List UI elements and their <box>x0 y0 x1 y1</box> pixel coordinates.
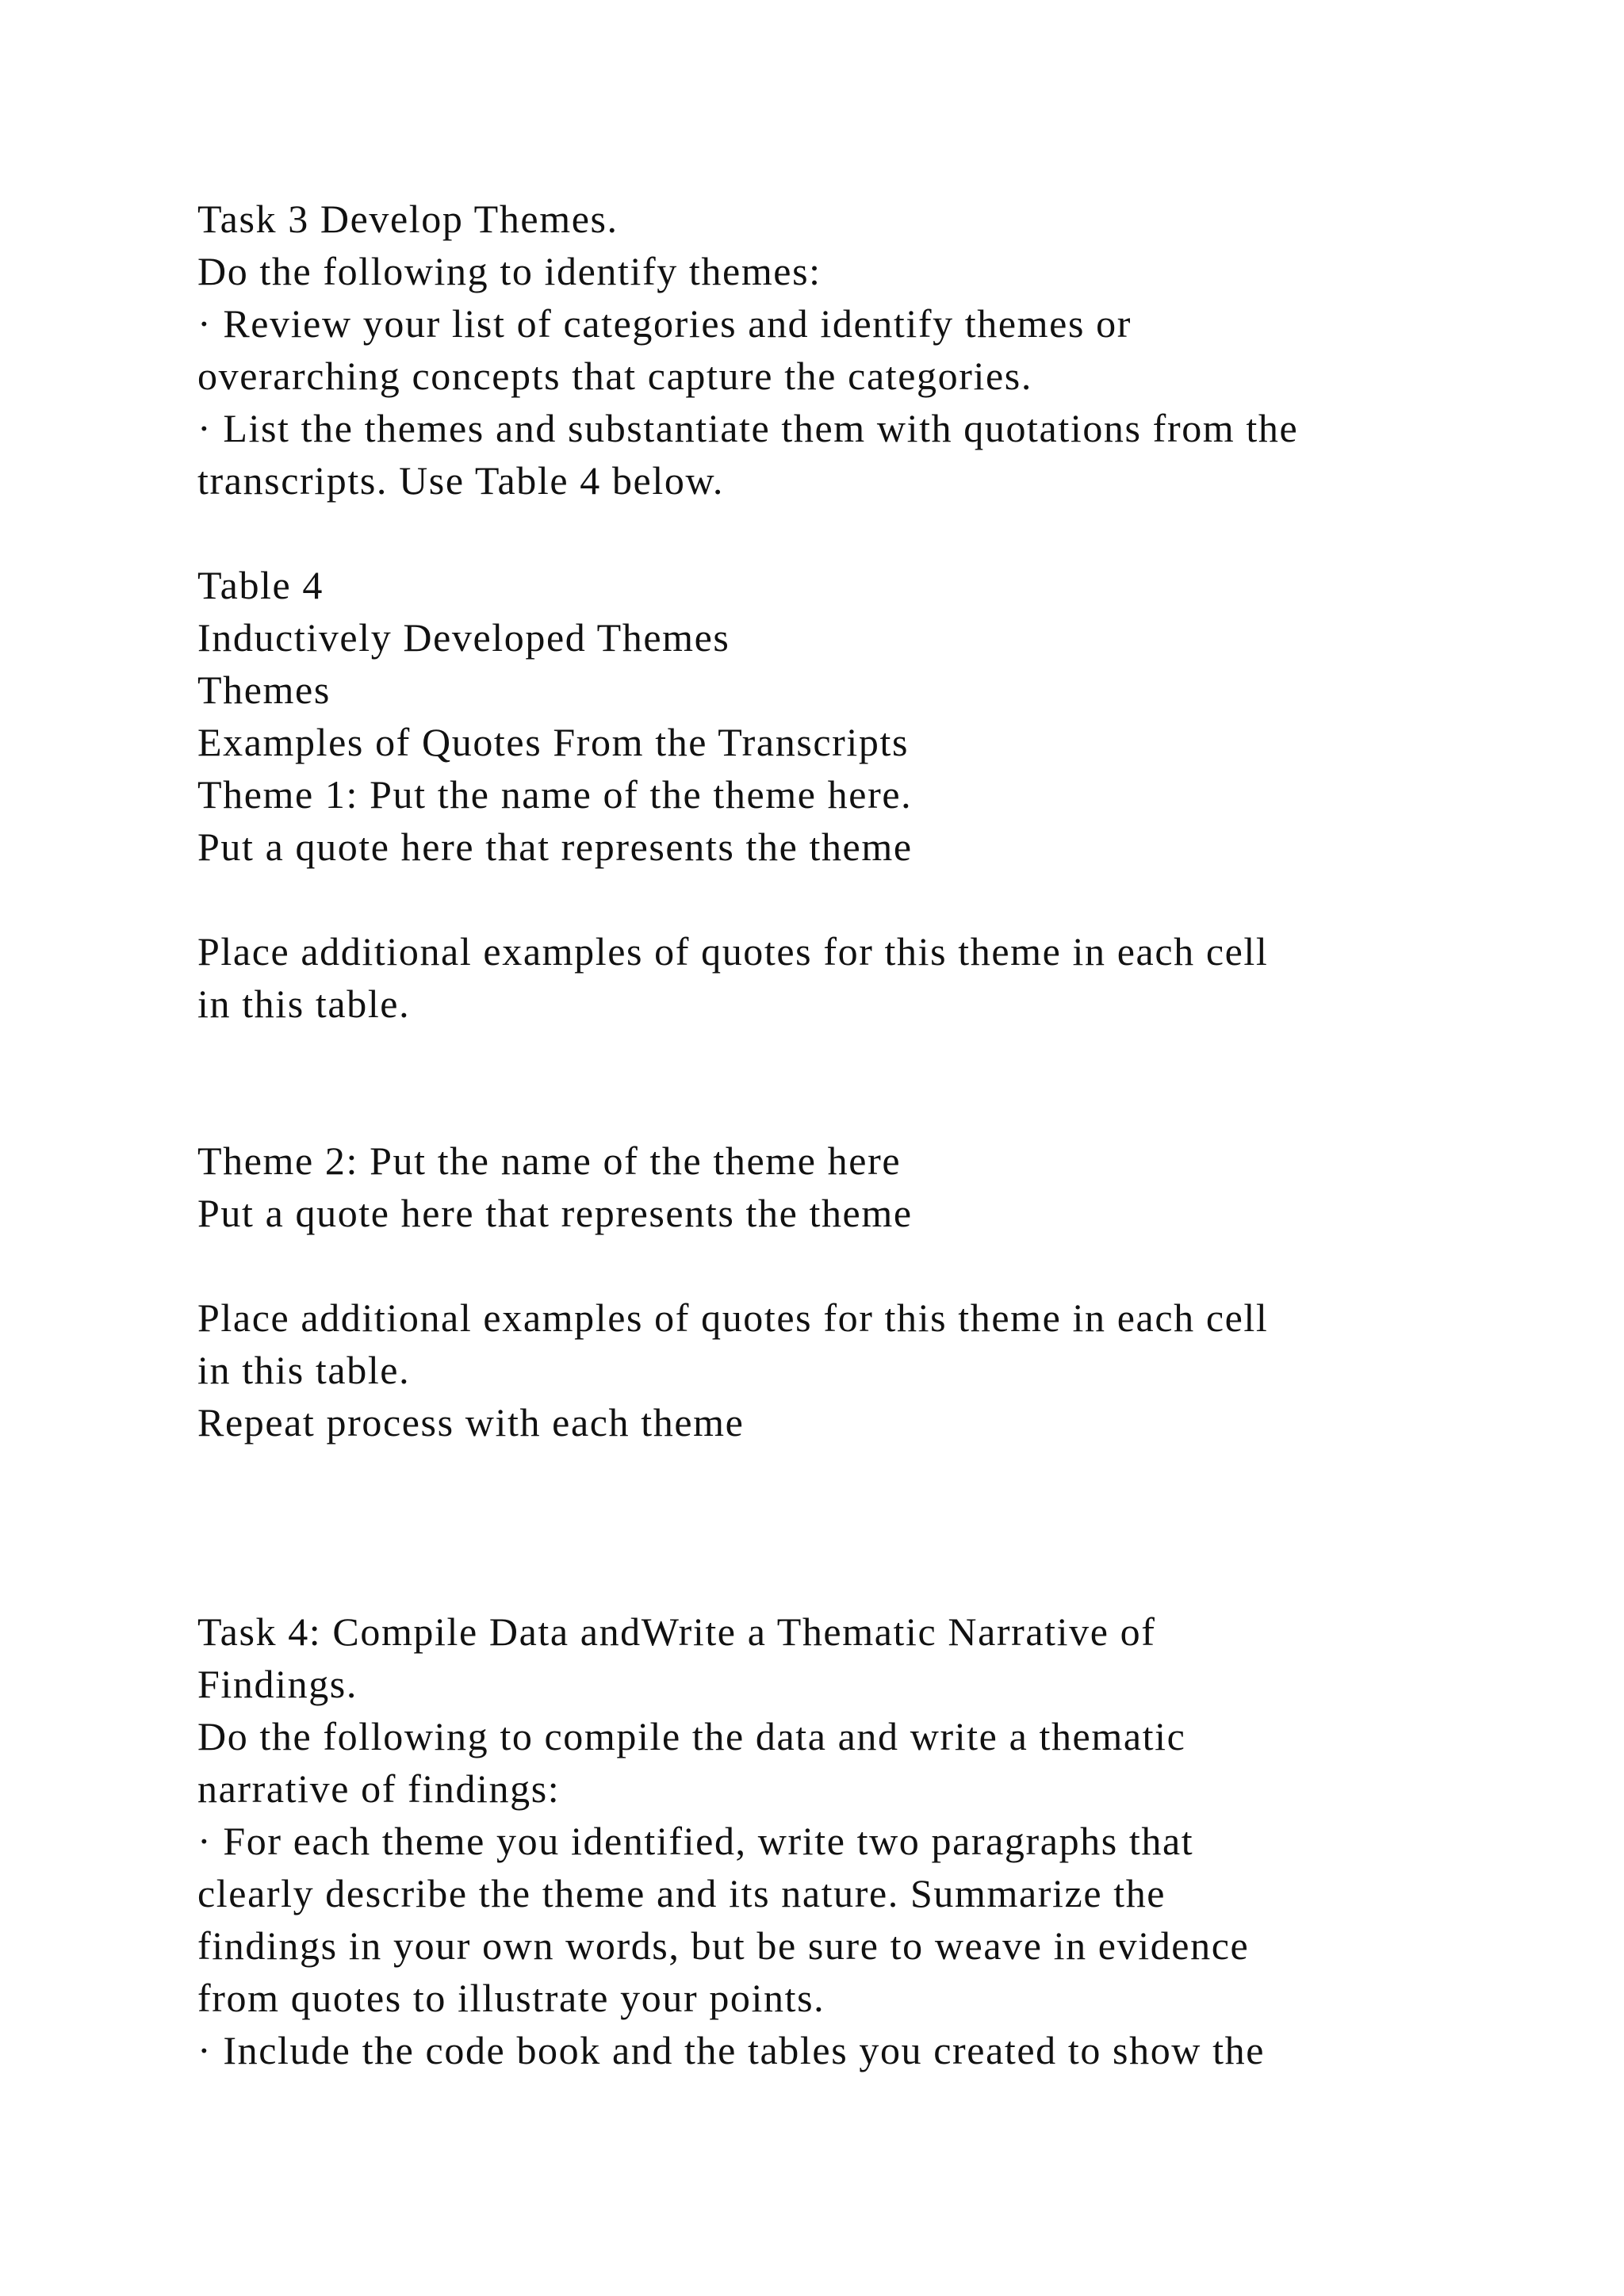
theme-1-name: Theme 1: Put the name of the theme here. <box>197 772 913 817</box>
task4-heading-line-2: Findings. <box>197 1662 358 1706</box>
task4-bullet-1-line-2: clearly describe the theme and its nature. Summarize the <box>197 1871 1166 1915</box>
table-title: Inductively Developed Themes <box>197 615 730 660</box>
theme-2-additional-line-1: Place additional examples of quotes for this theme in each cell <box>197 1295 1269 1340</box>
task4-bullet-2-line-1: · Include the code book and the tables you created to show the <box>197 2028 1266 2072</box>
table-header-quotes: Examples of Quotes From the Transcripts <box>197 720 910 764</box>
task3-bullet-2-line-1: · List the themes and substantiate them with quotations from the <box>197 406 1299 450</box>
task4-intro-line-2: narrative of findings: <box>197 1766 561 1811</box>
theme-2-quote: Put a quote here that represents the theme <box>197 1191 913 1235</box>
theme-2-name: Theme 2: Put the name of the theme here <box>197 1138 902 1183</box>
theme-1-quote: Put a quote here that represents the theme <box>197 825 913 869</box>
task4-bullet-1-line-3: findings in your own words, but be sure to weave in evidence <box>197 1923 1250 1968</box>
theme-1-additional-line-1: Place additional examples of quotes for this theme in each cell <box>197 929 1269 974</box>
blank-line <box>197 1553 1545 1605</box>
blank-line <box>197 507 1545 559</box>
task3-bullet-1-line-1: · Review your list of categories and identify themes or <box>197 301 1132 346</box>
blank-line <box>197 1501 1545 1553</box>
task4-heading-line-1: Task 4: Compile Data andWrite a Thematic Narrative of <box>197 1609 1156 1654</box>
task3-intro: Do the following to identify themes: <box>197 249 822 293</box>
task3-bullet-1-line-2: overarching concepts that capture the categories. <box>197 354 1032 398</box>
table-number: Table 4 <box>197 563 324 607</box>
blank-line <box>197 873 1545 925</box>
task3-bullet-2-line-2: transcripts. Use Table 4 below. <box>197 458 725 503</box>
blank-line <box>197 1082 1545 1135</box>
blank-line <box>197 1448 1545 1501</box>
blank-line <box>197 1239 1545 1292</box>
blank-line <box>197 1030 1545 1082</box>
task4-bullet-1-line-4: from quotes to illustrate your points. <box>197 1976 825 2020</box>
document-body <box>197 193 1545 2076</box>
task4-intro-line-1: Do the following to compile the data and write a thematic <box>197 1714 1186 1758</box>
task3-heading: Task 3 Develop Themes. <box>197 197 619 241</box>
table-header-themes: Themes <box>197 668 331 712</box>
theme-1-additional-line-2: in this table. <box>197 982 411 1026</box>
repeat-process-note: Repeat process with each theme <box>197 1400 745 1445</box>
theme-2-additional-line-2: in this table. <box>197 1348 411 1392</box>
task4-bullet-1-line-1: · For each theme you identified, write two paragraphs that <box>197 1819 1194 1863</box>
